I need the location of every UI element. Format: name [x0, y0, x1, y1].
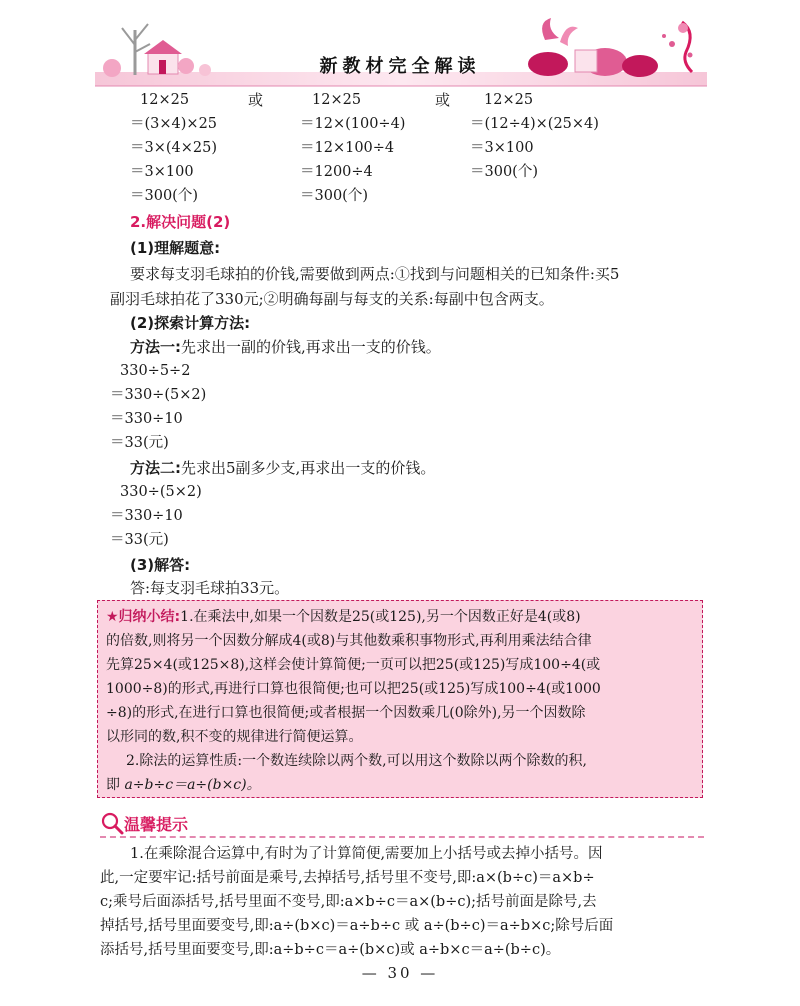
tip-line: 掉括号,括号里面要变号,即:a÷(b×c)＝a÷b÷c 或 a÷(b÷c)＝a÷b×c;除号后面 — [100, 918, 614, 934]
calc-line: 330÷5÷2 — [120, 363, 191, 379]
summary-line: 1000÷8)的形式,再进行口算也很简便;也可以把25(或125)写成100÷4(或1000 — [106, 681, 601, 697]
answer-line: 答:每支羽毛球拍33元。 — [130, 579, 290, 597]
page-number: — 30 — — [361, 964, 439, 982]
calc-line: ＝33(元) — [110, 532, 169, 548]
calc-line: ＝(3×4)×25 — [130, 116, 218, 132]
method-text: 先求出一副的价钱,再求出一支的价钱。 — [181, 338, 441, 356]
paragraph-line: 副羽毛球拍花了330元;②明确每副与每支的关系:每副中包含两支。 — [110, 290, 554, 308]
page-header — [0, 0, 800, 92]
calc-line: ＝330÷10 — [110, 508, 183, 524]
tip-divider — [100, 836, 704, 838]
calc-line: ＝330÷(5×2) — [110, 387, 207, 403]
calc-line: ＝330÷10 — [110, 411, 183, 427]
method-line — [130, 337, 441, 357]
method-line — [130, 458, 435, 478]
calc-line: ＝300(个) — [470, 164, 538, 180]
header-title: 新教材完全解读 — [319, 56, 481, 77]
calc-line: ＝(12÷4)×(25×4) — [470, 116, 599, 132]
summary-line: 2.除法的运算性质:一个数连续除以两个数,可以用这个数除以两个除数的积, — [126, 753, 587, 769]
or-label: 或 — [248, 91, 264, 109]
header-decoration-icon — [0, 0, 800, 92]
calc-line: ＝33(元) — [110, 435, 169, 451]
calc-line: 12×25 — [312, 92, 362, 108]
calc-line: ＝300(个) — [300, 188, 368, 204]
summary-box — [97, 600, 703, 798]
calc-line: 330÷(5×2) — [120, 484, 202, 500]
tip-line: 此,一定要牢记:括号前面是乘号,去掉括号,括号里不变号,即:a×(b÷c)＝a×b÷ — [100, 870, 595, 886]
calc-line: ＝12×100÷4 — [300, 140, 395, 156]
summary-line: 的倍数,则将另一个因数分解成4(或8)与其他数乘积事物形式,再利用乘法结合律 — [106, 633, 592, 649]
tip-line: c;乘号后面添括号,括号里面不变号,即:a×b÷c＝a×(b÷c);括号前面是除号,去 — [100, 894, 597, 910]
summary-line: 先算25×4(或125×8),这样会使计算简便;一页可以把25(或125)写成100÷4(或 — [106, 657, 601, 673]
summary-line: 以形同的数,积不变的规律进行简便运算。 — [106, 729, 363, 745]
tip-line: 1.在乘除混合运算中,有时为了计算简便,需要加上小括号或去掉小括号。因 — [130, 846, 603, 862]
summary-line: ★归纳小结:1.在乘法中,如果一个因数是25(或125),另一个因数正好是4(或8) — [106, 609, 581, 625]
magnifier-icon — [100, 810, 124, 836]
calc-line: ＝3×100 — [130, 164, 194, 180]
calc-line: 12×25 — [484, 92, 534, 108]
calc-line: ＝300(个) — [130, 188, 198, 204]
calc-line: ＝12×(100÷4) — [300, 116, 406, 132]
subsection-title: (2)探索计算方法: — [130, 314, 251, 332]
paragraph-line: 要求每支羽毛球拍的价钱,需要做到两点:①找到与问题相关的已知条件:买5 — [130, 265, 620, 283]
summary-formula: 即 a÷b÷c＝a÷(b×c)。 — [106, 777, 261, 793]
method-label: 方法一: — [130, 338, 181, 356]
section-title: 2.解决问题(2) — [130, 213, 231, 231]
tip-line: 添括号,括号里面要变号,即:a÷b÷c＝a÷(b×c)或 a÷b×c＝a÷(b÷c)。 — [100, 942, 561, 958]
subsection-title: (1)理解题意: — [130, 239, 221, 257]
tip-title: 温馨提示 — [124, 815, 189, 834]
method-text: 先求出5副多少支,再求出一支的价钱。 — [181, 459, 436, 477]
summary-line: ÷8)的形式,在进行口算也很简便;或者根据一个因数乘几(0除外),另一个因数除 — [106, 705, 586, 721]
summary-label: ★归纳小结: — [106, 609, 181, 625]
method-label: 方法二: — [130, 459, 181, 477]
or-label: 或 — [435, 91, 451, 109]
calc-line: ＝1200÷4 — [300, 164, 373, 180]
subsection-title: (3)解答: — [130, 556, 191, 574]
calc-line: 12×25 — [140, 92, 190, 108]
calc-line: ＝3×100 — [470, 140, 534, 156]
calc-line: ＝3×(4×25) — [130, 140, 218, 156]
